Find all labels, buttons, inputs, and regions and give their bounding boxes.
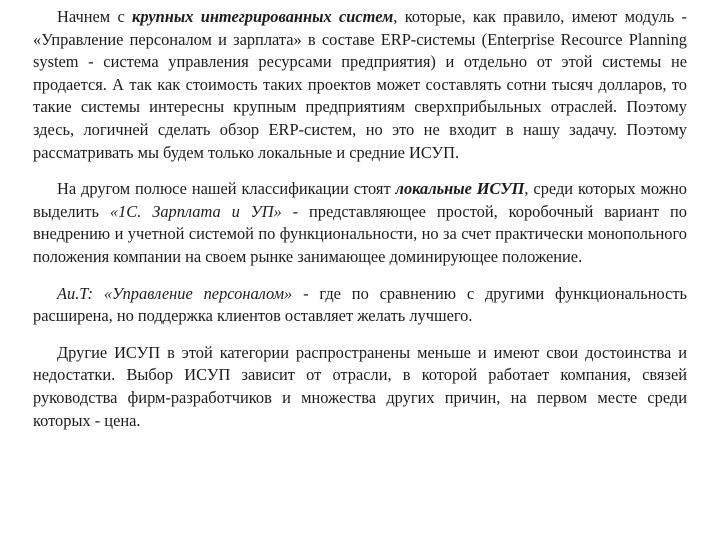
document-page	[33, 6, 687, 446]
text-segment: На другом полюсе нашей классификации стоят	[57, 179, 396, 199]
text-segment: - представляющее простой, коробочный вариант по внедрению и учетной системой по функциональности, но за счет практически монопольного положения компании на своем рынке занимающее доминирующее положение.	[33, 201, 687, 266]
paragraph-local-systems	[33, 178, 687, 268]
term-large-integrated-systems: крупных интегрированных систем	[132, 7, 394, 26]
text-segment: - где по сравнению с другими функциональность расширена, но поддержка клиентов оставляет желать лучшего.	[33, 283, 687, 326]
paragraph-aut	[33, 283, 687, 328]
text-segment: , среди которых можно выделить	[33, 179, 687, 221]
paragraph-large-systems	[33, 6, 687, 164]
text-segment: Начнем с	[57, 7, 133, 26]
product-1c-salary: «1С. Зарплата и УП»	[109, 201, 282, 221]
product-aut-hr: Au.T: «Управление персоналом»	[57, 283, 293, 303]
text-segment: , которые, как правило, имеют модуль - «Управление персоналом и зарплата» в составе ERP-системы (Enterprise Recource Planning system - система управления ресурсами предприятия) и отдельно от этой системы не продается. А так как стоимость таких проектов может составлять сотни тысяч долларов, то такие системы интересны крупным предприятиям сверхприбыльных отраслей. Поэтому здесь, логичней сделать обзор ERP-систем, но это не входит в нашу задачу. Поэтому рассматривать мы будем только локальные и средние ИСУП.	[33, 7, 687, 162]
term-local-isup: локальные ИСУП	[395, 179, 525, 199]
paragraph-other-systems	[33, 342, 687, 432]
text-segment: Другие ИСУП в этой категории распространены меньше и имеют свои достоинства и недостатки. Выбор ИСУП зависит от отрасли, в которой работает компания, связей руководства фирм-разработчиков и множества других причин, на первом месте среди которых - цена.	[33, 342, 687, 430]
